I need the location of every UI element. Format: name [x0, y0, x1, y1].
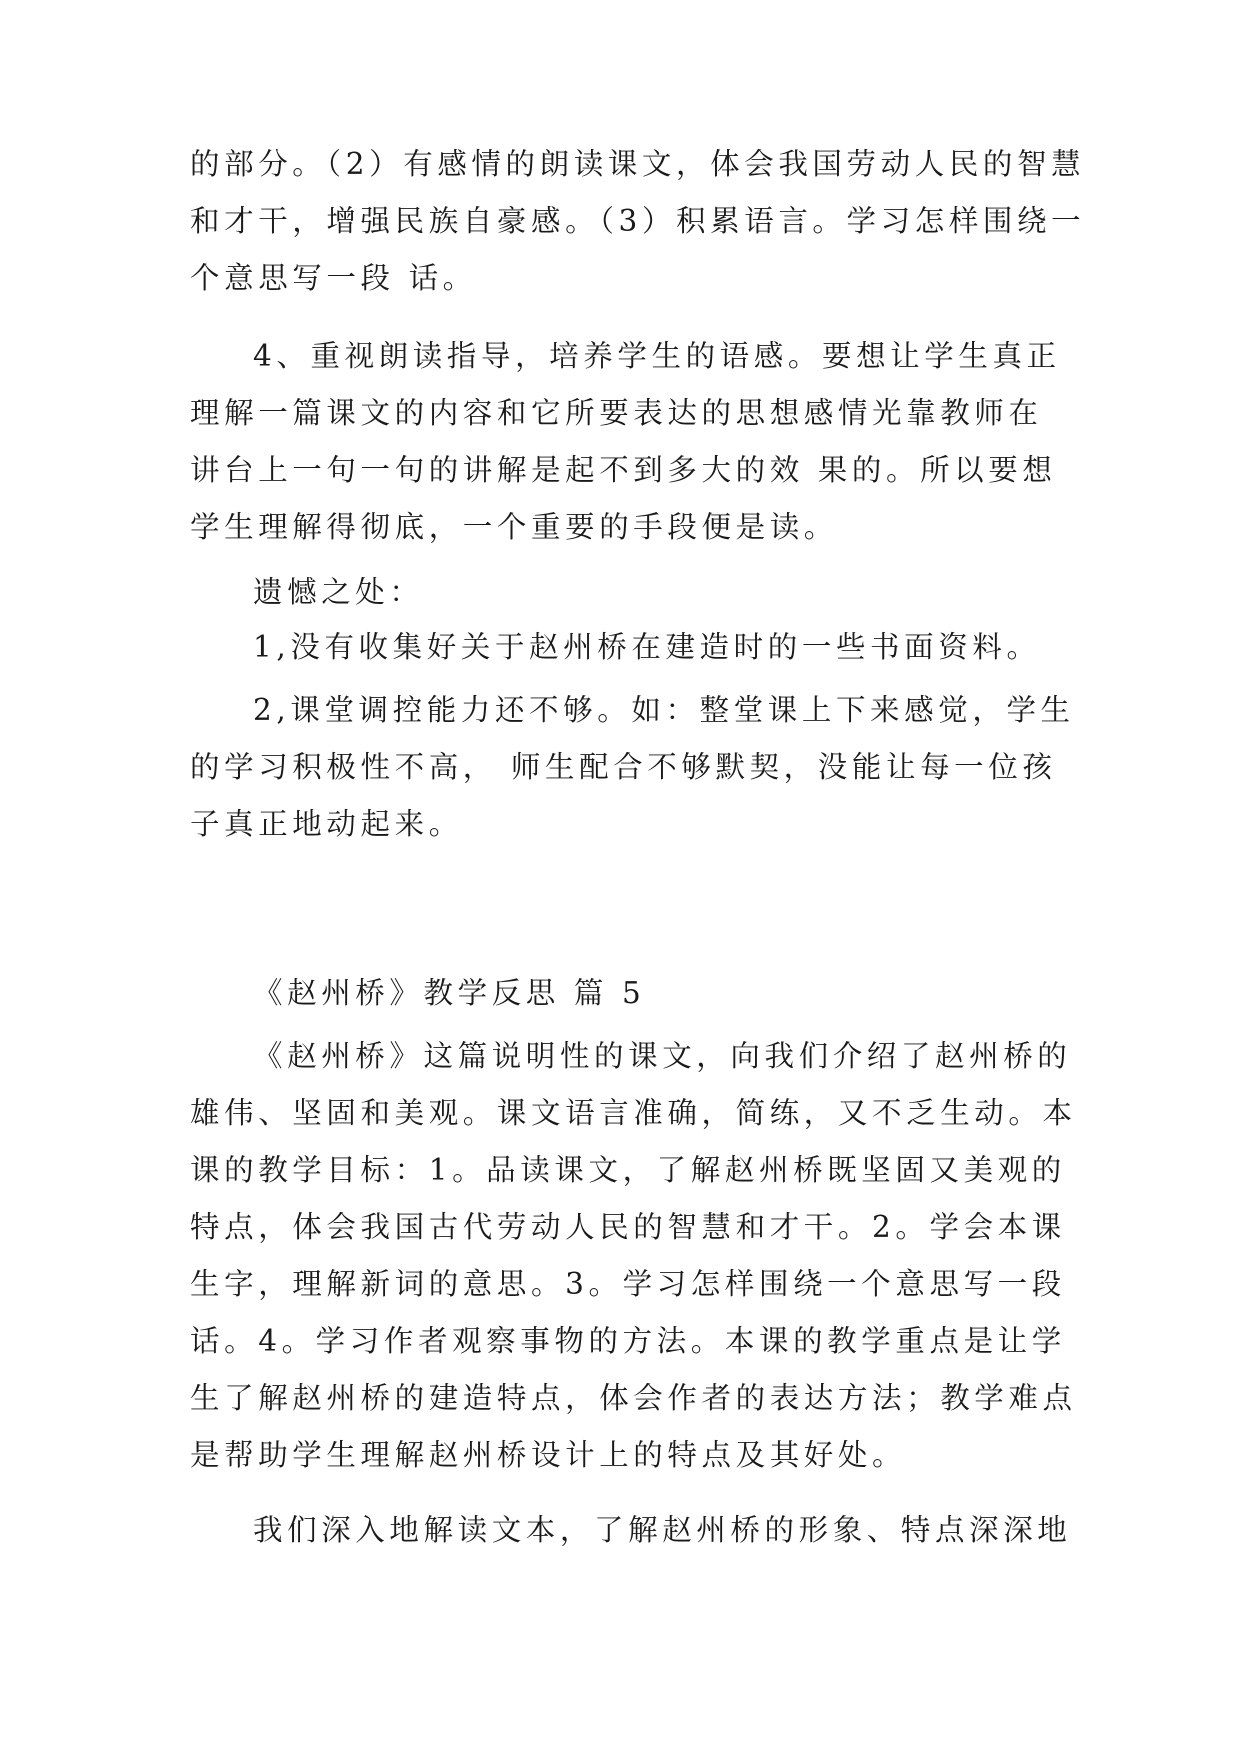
- text-line: 课的教学目标：1。品读课文，了解赵州桥既坚固又美观的: [190, 1153, 1066, 1187]
- text-line: 1,没有收集好关于赵州桥在建造时的一些书面资料。: [253, 630, 1041, 664]
- section-title: 《赵州桥》教学反思 篇 5: [253, 976, 646, 1010]
- text-line: 话。4。学习作者观察事物的方法。本课的教学重点是让学: [190, 1324, 1066, 1358]
- text-line: 是帮助学生理解赵州桥设计上的特点及其好处。: [190, 1438, 907, 1472]
- text-line: 4、重视朗读指导，培养学生的语感。要想让学生真正: [253, 339, 1061, 373]
- text-line: 个意思写一段 话。: [190, 261, 477, 295]
- text-line: 《赵州桥》这篇说明性的课文，向我们介绍了赵州桥的: [253, 1039, 1072, 1073]
- section-heading: 遗憾之处：: [253, 575, 424, 609]
- text-line: 生了解赵州桥的建造特点，体会作者的表达方法；教学难点: [190, 1381, 1077, 1415]
- text-line: 雄伟、坚固和美观。课文语言准确，简练，又不乏生动。本: [190, 1096, 1077, 1130]
- text-line: 特点，体会我国古代劳动人民的智慧和才干。2。学会本课: [190, 1210, 1066, 1244]
- text-line: 我们深入地解读文本，了解赵州桥的形象、特点深深地: [253, 1513, 1072, 1547]
- text-line: 的部分。（2）有感情的朗读课文，体会我国劳动人民的智慧: [190, 147, 1086, 181]
- text-line: 理解一篇课文的内容和它所要表达的思想感情光靠教师在: [190, 396, 1043, 430]
- text-line: 2,课堂调控能力还不够。如：整堂课上下来感觉，学生: [253, 693, 1075, 727]
- text-line: 的学习积极性不高， 师生配合不够默契，没能让每一位孩: [190, 750, 1057, 784]
- text-line: 学生理解得彻底，一个重要的手段便是读。: [190, 510, 838, 544]
- text-line: 讲台上一句一句的讲解是起不到多大的效 果的。所以要想: [190, 453, 1057, 487]
- text-line: 和才干，增强民族自豪感。（3）积累语言。学习怎样围绕一: [190, 204, 1086, 238]
- text-line: 生字，理解新词的意思。3。学习怎样围绕一个意思写一段: [190, 1267, 1066, 1301]
- text-line: 子真正地动起来。: [190, 807, 463, 841]
